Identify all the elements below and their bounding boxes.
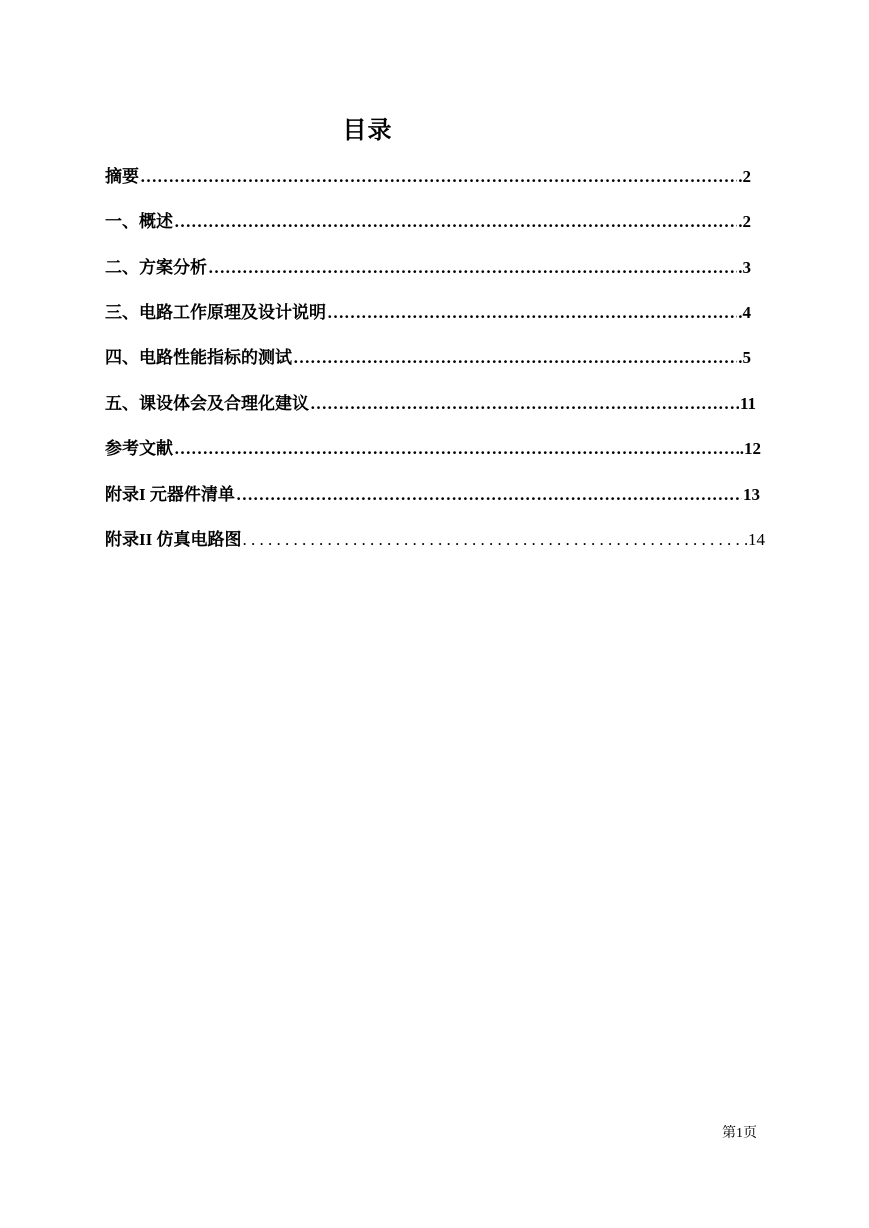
toc-entry-label: 一、概述 [105, 212, 173, 231]
toc-leader-dots [327, 303, 737, 323]
toc-entry-overview[interactable] [105, 207, 751, 237]
toc-entry-appendix-components[interactable] [105, 480, 760, 510]
toc-entry-performance-test[interactable] [105, 343, 751, 373]
toc-entry-label: 四、电路性能指标的测试 [105, 348, 292, 367]
toc-title: 目录 [342, 118, 393, 144]
toc-leader-dots [174, 439, 739, 459]
toc-entry-page: .4 [738, 303, 751, 322]
toc-entry-page: 13 [743, 485, 760, 504]
toc-entry-label: 三、电路工作原理及设计说明 [105, 303, 326, 322]
toc-entry-page: .5 [738, 348, 751, 367]
toc-entry-label: 五、课设体会及合理化建议 [105, 394, 309, 413]
toc-leader-dots [174, 212, 737, 232]
toc-leader-dots [293, 348, 737, 368]
toc-entry-appendix-simulation[interactable] [105, 525, 765, 555]
toc-entry-page: 14 [748, 530, 765, 549]
toc-leader-dots [242, 530, 747, 550]
toc-entry-label: 二、方案分析 [105, 258, 207, 277]
page-number-footer: 第1页 [722, 1126, 757, 1141]
toc-entry-label: 参考文献 [105, 439, 173, 458]
toc-entry-label: 附录II 仿真电路图 [105, 530, 242, 549]
toc-entry-label: 附录I 元器件清单 [105, 485, 235, 504]
toc-entry-abstract[interactable] [105, 162, 751, 192]
toc-entry-page: .3 [738, 258, 751, 277]
toc-entry-page: .2 [738, 167, 751, 186]
toc-entry-circuit-principle[interactable] [105, 298, 751, 328]
toc-leader-dots [236, 485, 742, 505]
toc-entry-references[interactable] [105, 434, 761, 464]
toc-leader-dots [208, 258, 737, 278]
toc-entry-scheme-analysis[interactable] [105, 253, 751, 283]
toc-leader-dots [310, 394, 739, 414]
toc-entry-page: .12 [739, 439, 761, 458]
toc-leader-dots [140, 167, 737, 187]
toc-entry-label: 摘要 [105, 167, 139, 186]
toc-entry-page: .2 [738, 212, 751, 231]
toc-entry-page: 11 [739, 394, 756, 413]
toc-entry-reflections[interactable] [105, 389, 756, 419]
